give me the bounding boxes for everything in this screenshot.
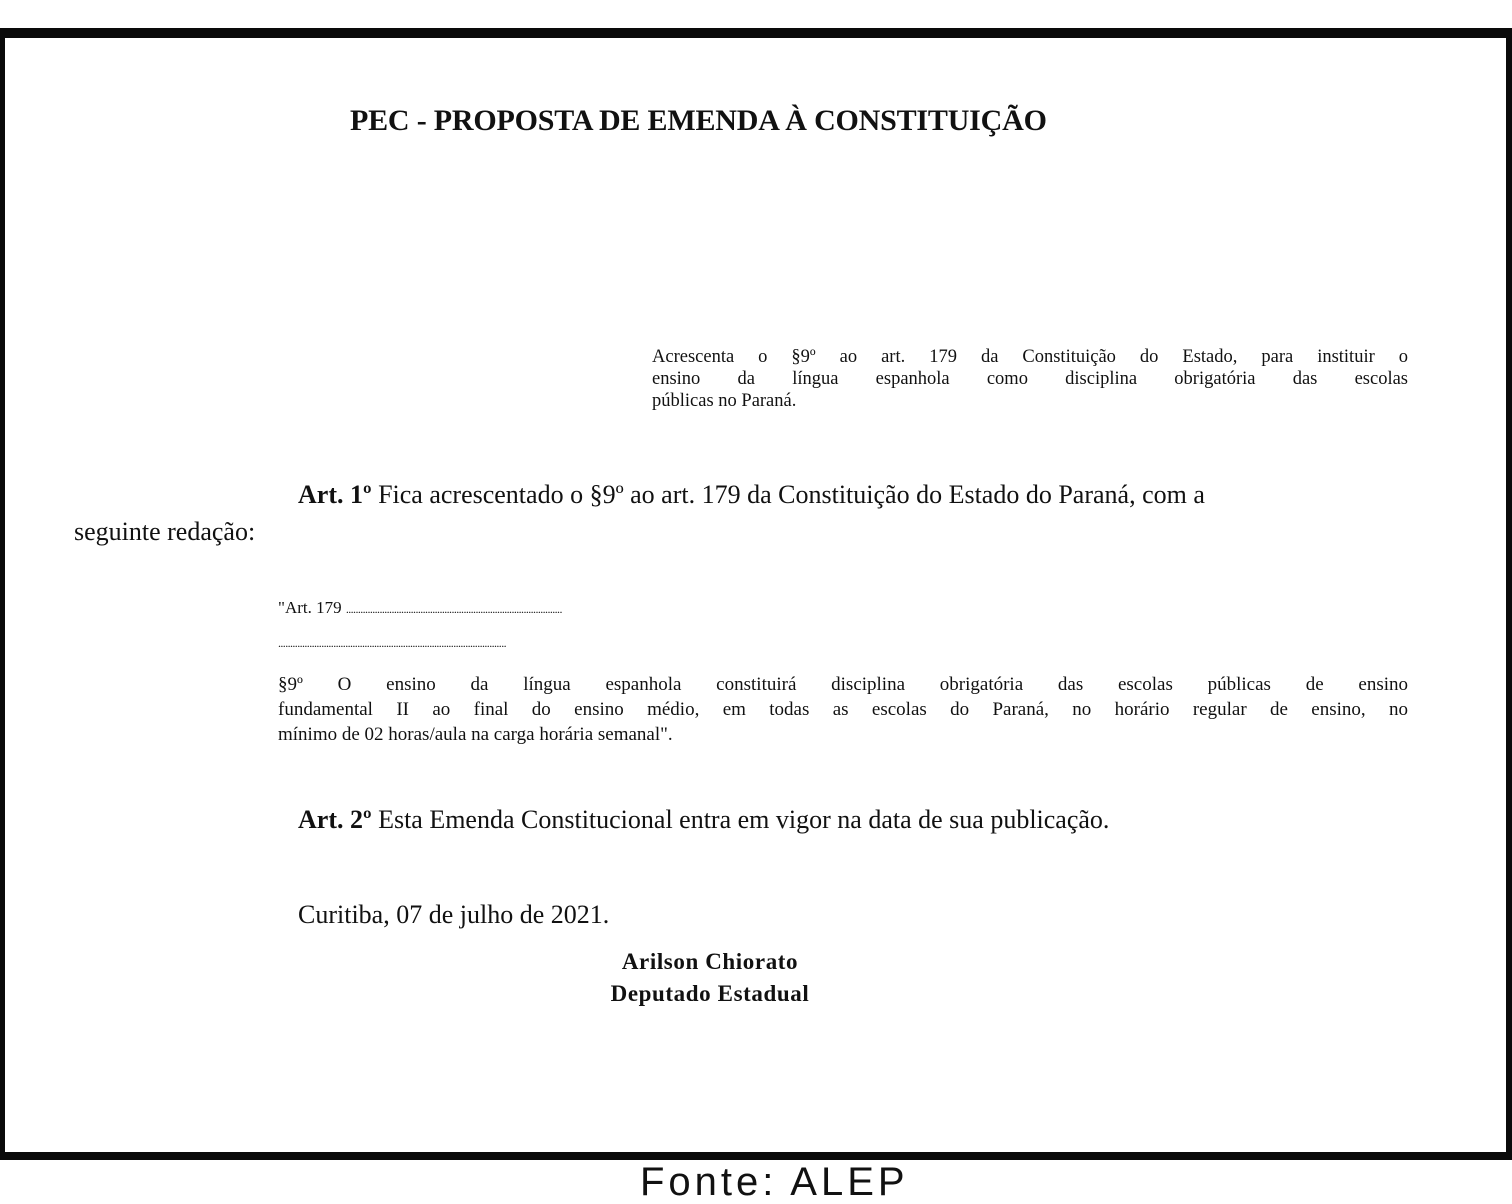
dotted-line: ............................................................................................... xyxy=(278,636,507,650)
ementa-line: Acrescenta o §9º ao art. 179 da Constituição do Estado, para instituir o xyxy=(652,347,1408,367)
article-1-label: Art. 1º xyxy=(298,480,372,509)
article-2-text: Esta Emenda Constitucional entra em vigor na data de sua publicação. xyxy=(371,805,1110,834)
article-2 xyxy=(298,805,1109,835)
signatory-name: Arilson Chiorato xyxy=(621,949,799,974)
ementa-line: públicas no Paraná. xyxy=(652,391,797,411)
signatory-role: Deputado Estadual xyxy=(610,981,810,1006)
article-2-label: Art. 2º xyxy=(298,805,372,834)
quoted-article-label: "Art. 179 xyxy=(278,598,346,617)
paragraph-9-line: fundamental II ao final do ensino médio, em todas as escolas do Paraná, no horário regular de ensino, no xyxy=(278,699,1408,720)
signature-block xyxy=(560,946,860,1010)
source-caption: Fonte: ALEP xyxy=(640,1160,909,1204)
article-1 xyxy=(298,480,1205,510)
dotted-leader: .......................................................................................... xyxy=(345,602,562,616)
article-1-continuation: seguinte redação: xyxy=(74,517,256,546)
ementa xyxy=(652,346,1408,412)
paragraph-9 xyxy=(278,672,1408,747)
paragraph-9-line: §9º O ensino da língua espanhola constituirá disciplina obrigatória das escolas públicas de ensino xyxy=(278,674,1408,695)
ementa-line: ensino da língua espanhola como disciplina obrigatória das escolas xyxy=(652,369,1408,389)
paragraph-9-line: mínimo de 02 horas/aula na carga horária semanal". xyxy=(278,724,673,745)
quoted-article-heading xyxy=(278,598,562,618)
place-and-date: Curitiba, 07 de julho de 2021. xyxy=(298,900,610,929)
document-title: PEC - PROPOSTA DE EMENDA À CONSTITUIÇÃO xyxy=(350,104,1047,137)
article-1-text: Fica acrescentado o §9º ao art. 179 da Constituição do Estado do Paraná, com a xyxy=(371,480,1205,509)
